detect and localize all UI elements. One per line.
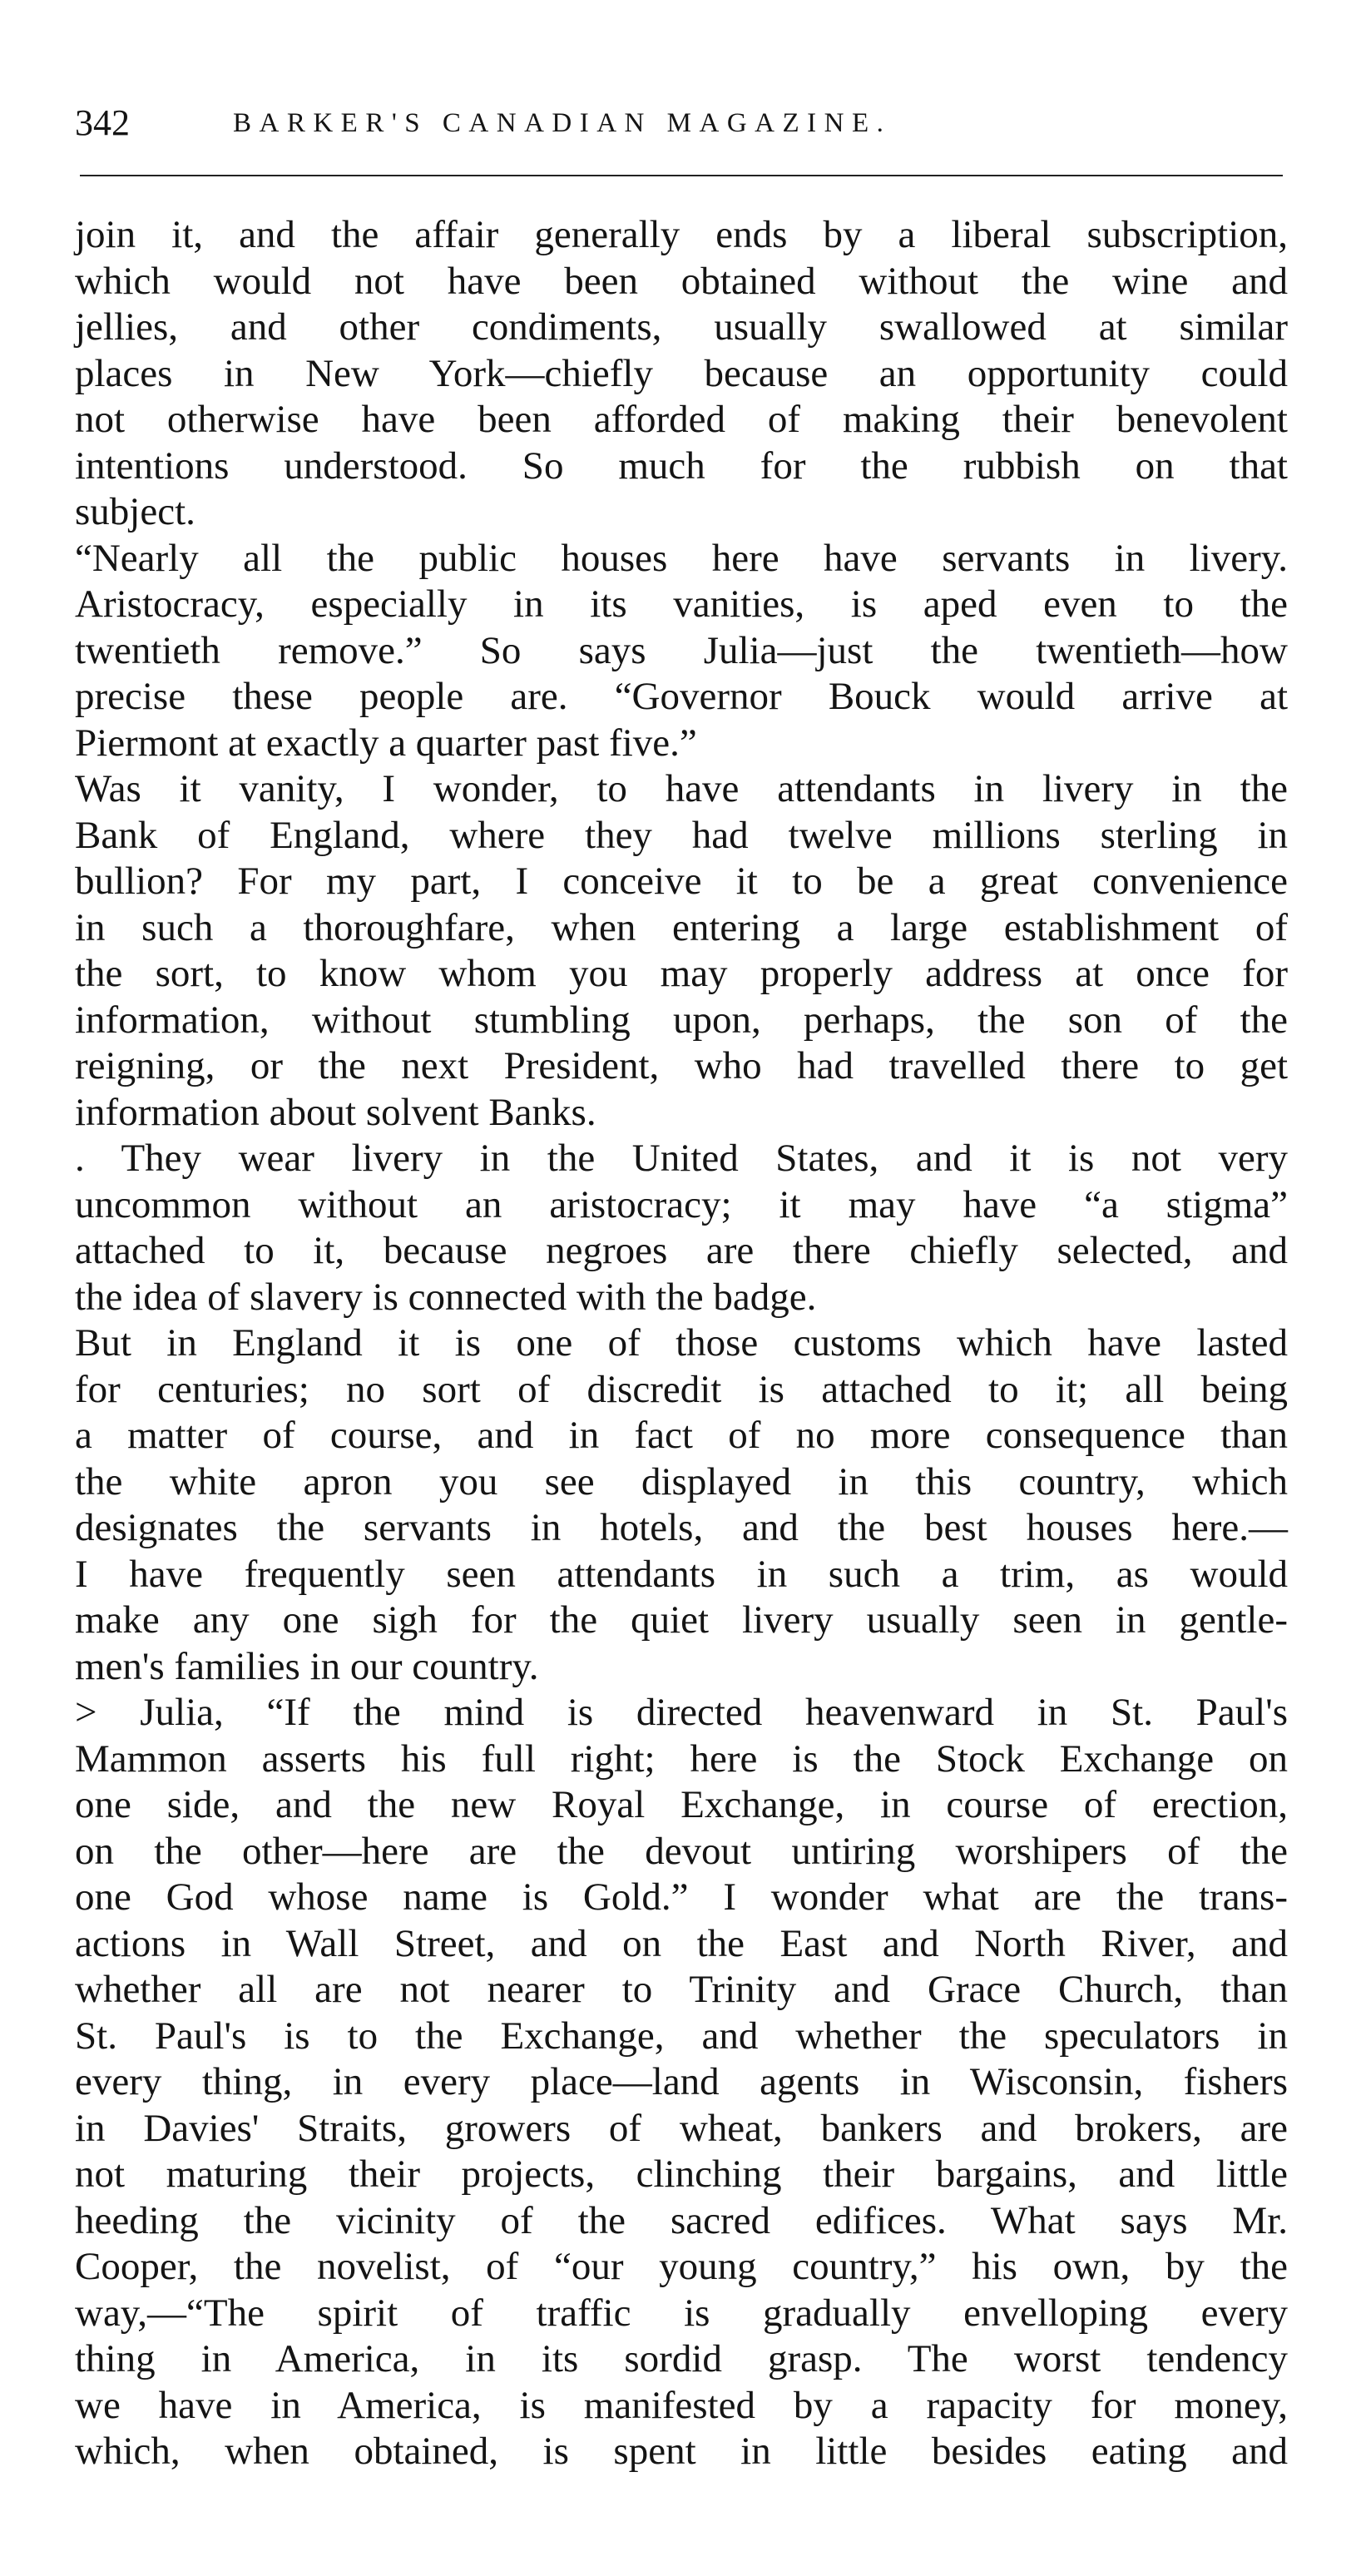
text-line: uncommon without an aristocracy; it may have “a stigma” [75, 1182, 1288, 1226]
text-line: St. Paul's is to the Exchange, and whether the speculators in [75, 2014, 1288, 2058]
running-title: BARKER'S CANADIAN MAGAZINE. [233, 108, 892, 138]
text-line: Bank of England, where they had twelve millions sterling in [75, 813, 1288, 857]
text-line: twentieth remove.” So says Julia—just the twentieth—how [75, 628, 1288, 672]
text-line: way,—“The spirit of traffic is gradually envelloping every [75, 2291, 1288, 2335]
text-line: make any one sigh for the quiet livery usually seen in gentle- [75, 1598, 1288, 1642]
text-line: Mammon asserts his full right; here is the Stock Exchange on [75, 1736, 1288, 1781]
text-line: intentions understood. So much for the rubbish on that [75, 443, 1288, 488]
text-line: . They wear livery in the United States, and it is not very [75, 1137, 1288, 1180]
text-line: every thing, in every place—land agents in Wisconsin, fishers [75, 2060, 1288, 2103]
article-text [75, 212, 1288, 2475]
text-line: attached to it, because negroes are there chiefly selected, and [75, 1229, 1288, 1272]
text-line: not otherwise have been afforded of making their benevolent [75, 398, 1288, 441]
header-rule [80, 175, 1283, 176]
text-line: information, without stumbling upon, perhaps, the son of the [75, 998, 1288, 1042]
text-line: thing in America, in its sordid grasp. The worst tendency [75, 2337, 1288, 2380]
text-line: jellies, and other condiments, usually swallowed at similar [75, 305, 1288, 349]
text-line: which would not have been obtained without the wine and [75, 259, 1288, 303]
text-line: Was it vanity, I wonder, to have attendants in livery in the [75, 767, 1288, 810]
text-line: the white apron you see displayed in this country, which [75, 1459, 1288, 1503]
page-header [75, 98, 1281, 148]
text-line: whether all are not nearer to Trinity and Grace Church, than [75, 1968, 1288, 2011]
text-line: join it, and the affair generally ends by a liberal subscription, [75, 213, 1288, 256]
text-line: “Nearly all the public houses here have servants in livery. [75, 536, 1288, 580]
text-line: on the other—here are the devout untiring worshipers of the [75, 1829, 1288, 1873]
text-line: men's families in our country. [75, 1644, 539, 1688]
text-line: heeding the vicinity of the sacred edifices. What says Mr. [75, 2198, 1288, 2242]
text-line: we have in America, is manifested by a rapacity for money, [75, 2383, 1288, 2427]
text-line: for centuries; no sort of discredit is attached to it; all being [75, 1367, 1288, 1411]
text-line: > Julia, “If the mind is directed heavenward in St. Paul's [75, 1691, 1288, 1734]
text-line: which, when obtained, is spent in little besides eating and [75, 2430, 1288, 2473]
text-line: a matter of course, and in fact of no more consequence than [75, 1414, 1288, 1457]
text-line: Piermont at exactly a quarter past five.” [75, 721, 697, 765]
text-line: information about solvent Banks. [75, 1090, 596, 1134]
text-line: not maturing their projects, clinching their bargains, and little [75, 2152, 1288, 2196]
text-line: places in New York—chiefly because an opportunity could [75, 351, 1288, 395]
text-line: I have frequently seen attendants in such a trim, as would [75, 1552, 1288, 1596]
text-line: in such a thoroughfare, when entering a large establishment of [75, 905, 1288, 949]
text-line: the idea of slavery is connected with the badge. [75, 1275, 817, 1319]
text-line: designates the servants in hotels, and the best houses here.— [75, 1506, 1288, 1549]
text-line: bullion? For my part, I conceive it to be a great convenience [75, 859, 1288, 903]
text-line: reigning, or the next President, who had travelled there to get [75, 1044, 1288, 1087]
text-line: subject. [75, 490, 195, 533]
text-line: actions in Wall Street, and on the East and North River, and [75, 1921, 1288, 1965]
text-line: the sort, to know whom you may properly address at once for [75, 952, 1288, 995]
text-line: precise these people are. “Governor Bouck would arrive at [75, 675, 1288, 718]
text-line: one side, and the new Royal Exchange, in course of erection, [75, 1783, 1288, 1826]
text-line: in Davies' Straits, growers of wheat, bankers and brokers, are [75, 2106, 1288, 2150]
text-line: But in England it is one of those customs which have lasted [75, 1321, 1288, 1365]
page-number: 342 [75, 102, 130, 143]
text-line: one God whose name is Gold.” I wonder what are the trans- [75, 1875, 1288, 1919]
text-line: Aristocracy, especially in its vanities, is aped even to the [75, 582, 1288, 626]
text-line: Cooper, the novelist, of “our young country,” his own, by the [75, 2245, 1288, 2288]
